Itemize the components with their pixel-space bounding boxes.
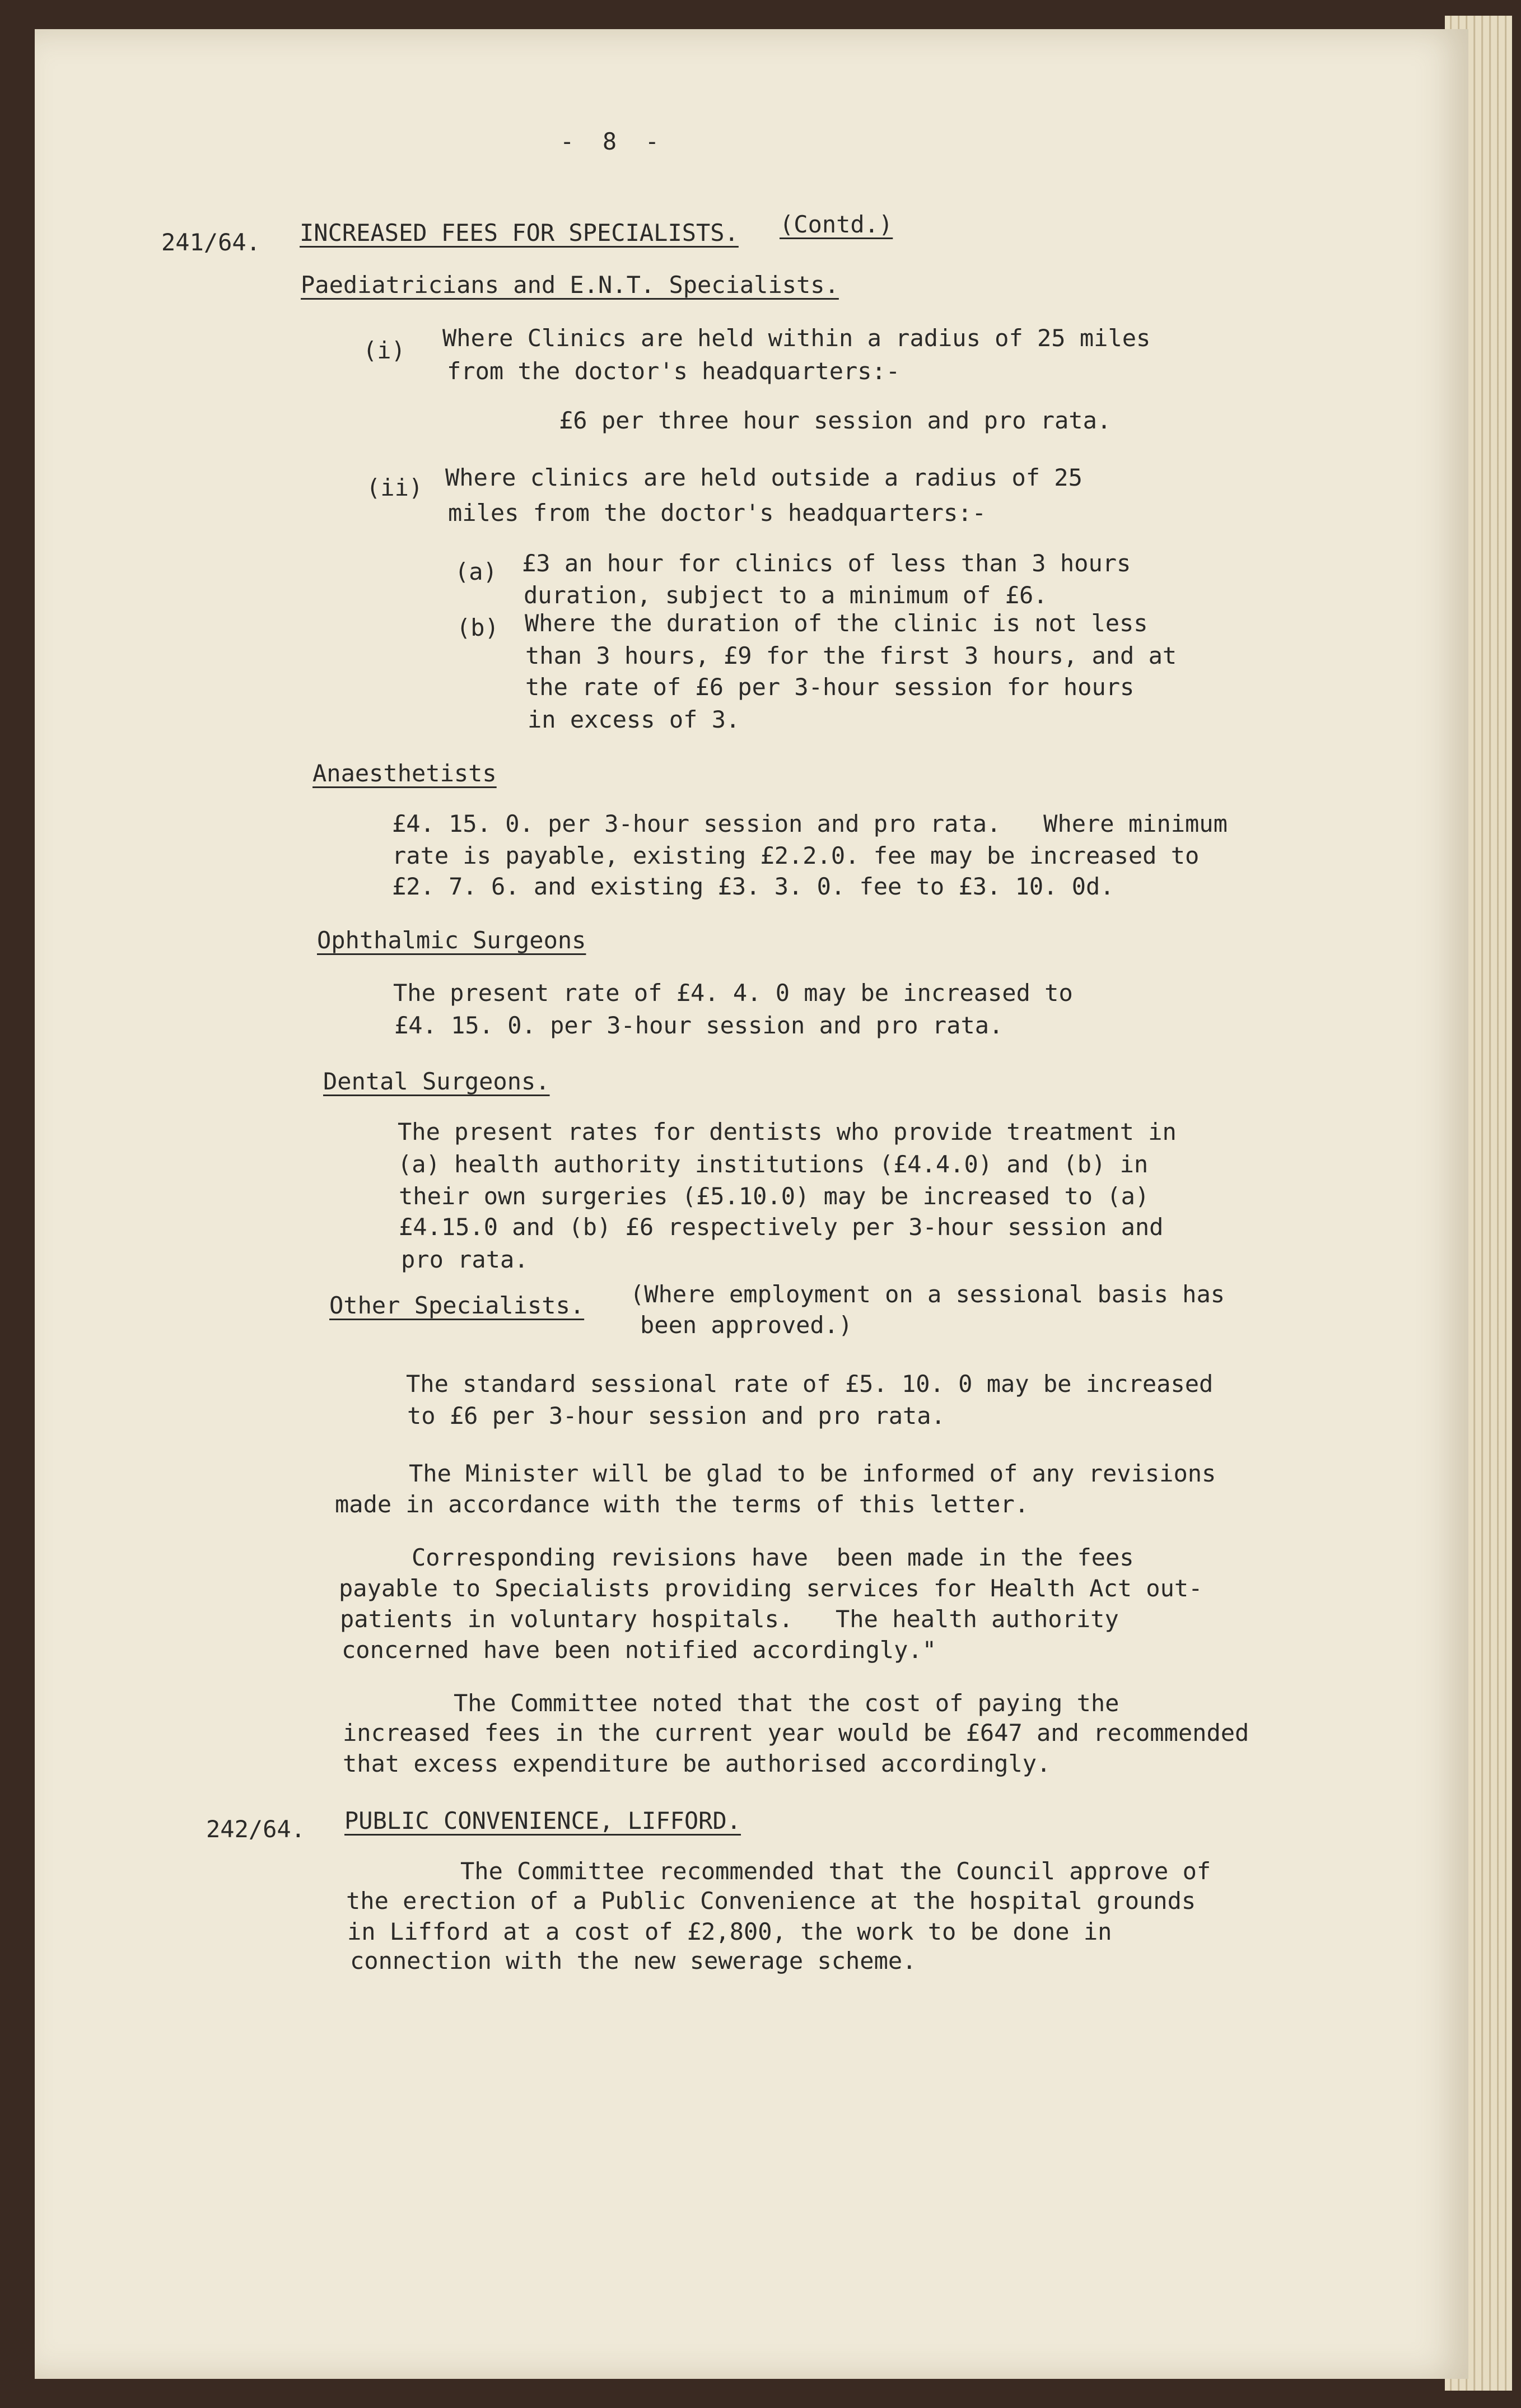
- other-line2: to £6 per 3-hour session and pro rata.: [407, 1402, 945, 1429]
- item-b-line3: the rate of £6 per 3-hour session for hours: [525, 673, 1135, 701]
- item-a-line1: £3 an hour for clinics of less than 3 hours: [522, 549, 1131, 577]
- item-number-242: 242/64.: [206, 1815, 306, 1843]
- dental-line4: £4.15.0 and (b) £6 respectively per 3-hour session and: [399, 1213, 1164, 1241]
- anaesthetists-line1: £4. 15. 0. per 3-hour session and pro rata. Where minimum: [392, 810, 1228, 837]
- item-i-line2: from the doctor's headquarters:-: [447, 357, 901, 385]
- committee-noted-line3: that excess expenditure be authorised accordingly.: [343, 1750, 1051, 1777]
- other-note-line1: (Where employment on a sessional basis has: [630, 1280, 1225, 1308]
- item-title-241: INCREASED FEES FOR SPECIALISTS.: [300, 219, 739, 246]
- dental-line1: The present rates for dentists who provide treatment in: [398, 1118, 1177, 1145]
- contd-label: (Contd.): [780, 211, 893, 238]
- page-number: - 8 -: [560, 128, 660, 155]
- dental-line2: (a) health authority institutions (£4.4.0) and (b) in: [398, 1151, 1149, 1178]
- ophthalmic-heading: Ophthalmic Surgeons: [317, 926, 586, 954]
- other-heading: Other Specialists.: [329, 1292, 585, 1319]
- minister-line1: The Minister will be glad to be informed of any revisions: [409, 1460, 1216, 1487]
- committee-noted-line1: The Committee noted that the cost of paying the: [454, 1689, 1119, 1717]
- item-b-label: (b): [456, 614, 499, 641]
- item-b-line2: than 3 hours, £9 for the first 3 hours, and at: [525, 642, 1177, 669]
- item-242-line4: connection with the new sewerage scheme.: [350, 1947, 917, 1974]
- item-a-label: (a): [455, 558, 497, 585]
- corresponding-line3: patients in voluntary hospitals. The health authority: [340, 1605, 1119, 1633]
- item-i-rate: £6 per three hour session and pro rata.: [559, 407, 1112, 434]
- item-242-line2: the erection of a Public Convenience at the hospital grounds: [346, 1887, 1196, 1915]
- corresponding-line1: Corresponding revisions have been made in the fees: [412, 1544, 1134, 1571]
- anaesthetists-line2: rate is payable, existing £2.2.0. fee may be increased to: [392, 842, 1200, 869]
- paediatricians-heading: Paediatricians and E.N.T. Specialists.: [301, 271, 839, 299]
- corresponding-line4: concerned have been notified accordingly.": [342, 1636, 937, 1664]
- other-line1: The standard sessional rate of £5. 10. 0 may be increased: [406, 1370, 1214, 1398]
- item-a-line2: duration, subject to a minimum of £6.: [524, 581, 1048, 609]
- anaesthetists-line3: £2. 7. 6. and existing £3. 3. 0. fee to £3. 10. 0d.: [392, 873, 1114, 900]
- item-242-line1: The Committee recommended that the Council approve of: [460, 1857, 1211, 1885]
- item-b-line1: Where the duration of the clinic is not less: [525, 609, 1148, 637]
- item-242-line3: in Lifford at a cost of £2,800, the work to be done in: [347, 1918, 1112, 1945]
- item-i-label: (i): [363, 337, 405, 364]
- item-title-242: PUBLIC CONVENIENCE, LIFFORD.: [344, 1807, 741, 1834]
- minister-line2: made in accordance with the terms of this letter.: [335, 1491, 1029, 1518]
- committee-noted-line2: increased fees in the current year would be £647 and recommended: [343, 1719, 1249, 1746]
- dental-heading: Dental Surgeons.: [323, 1068, 550, 1095]
- corresponding-line2: payable to Specialists providing services for Health Act out-: [339, 1575, 1203, 1602]
- anaesthetists-heading: Anaesthetists: [312, 760, 497, 787]
- item-ii-label: (ii): [366, 474, 423, 501]
- ophthalmic-line2: £4. 15. 0. per 3-hour session and pro rata.: [394, 1012, 1004, 1039]
- ophthalmic-line1: The present rate of £4. 4. 0 may be increased to: [393, 979, 1073, 1007]
- item-b-line4: in excess of 3.: [528, 706, 740, 733]
- item-number-241: 241/64.: [161, 229, 261, 256]
- other-note-line2: been approved.): [640, 1311, 853, 1339]
- item-ii-line2: miles from the doctor's headquarters:-: [448, 499, 986, 527]
- item-ii-line1: Where clinics are held outside a radius of 25: [445, 464, 1083, 491]
- dental-line5: pro rata.: [401, 1246, 529, 1273]
- dental-line3: their own surgeries (£5.10.0) may be increased to (a): [399, 1182, 1150, 1210]
- item-i-line1: Where Clinics are held within a radius of 25 miles: [442, 324, 1151, 352]
